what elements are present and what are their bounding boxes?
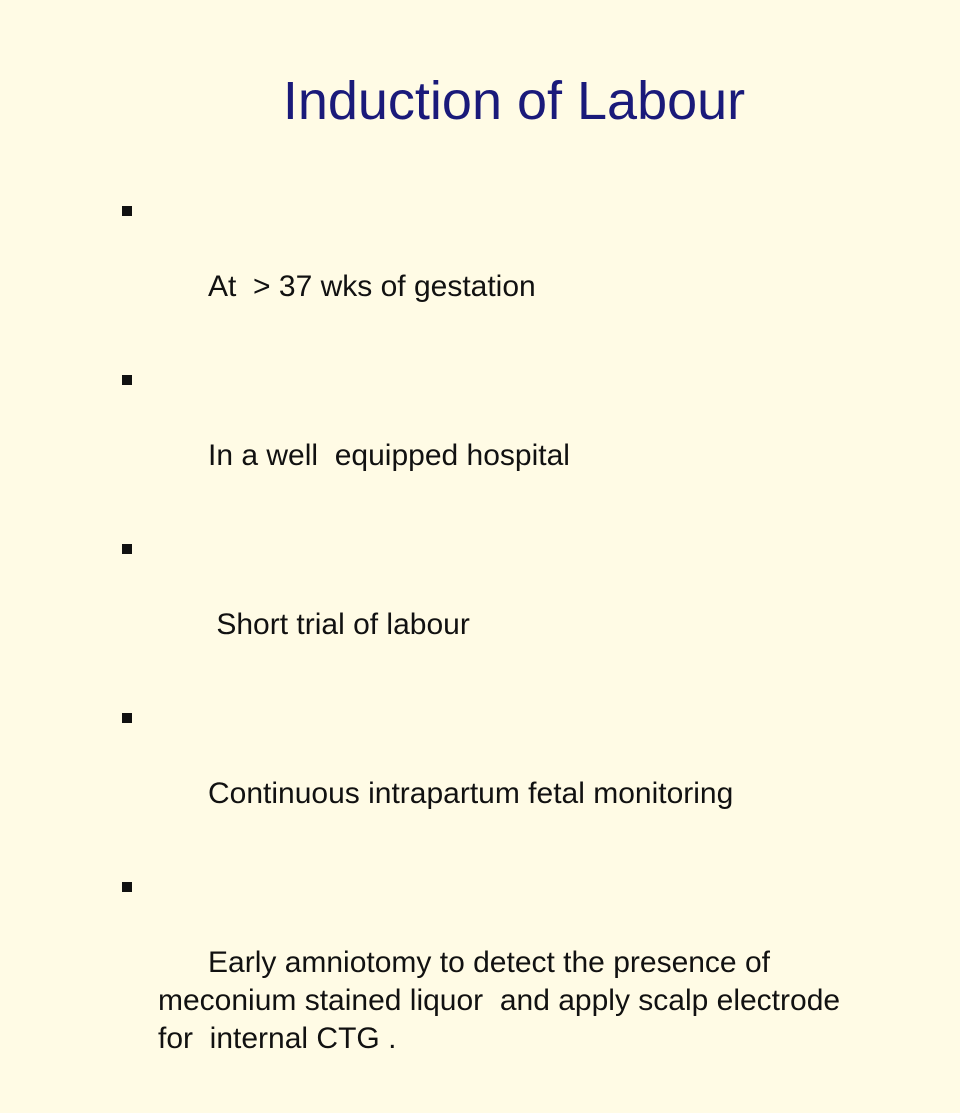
- square-bullet-icon: [122, 544, 132, 554]
- square-bullet-icon: [122, 206, 132, 216]
- slide-title: Induction of Labour: [282, 71, 746, 131]
- square-bullet-icon: [122, 375, 132, 385]
- bullet-item: [118, 361, 878, 513]
- bullet-item: [118, 699, 878, 851]
- bullet-text: Short trial of labour: [208, 608, 470, 641]
- bullet-item: [118, 530, 878, 682]
- bullet-text: At > 37 wks of gestation: [208, 270, 536, 303]
- bullet-text: In a well equipped hospital: [208, 439, 570, 472]
- square-bullet-icon: [122, 882, 132, 892]
- bullet-text: Early amniotomy to detect the presence of meconium stained liquor and apply scalp electrode for internal CTG .: [158, 946, 849, 1055]
- bullet-list: [118, 192, 878, 1113]
- square-bullet-icon: [122, 713, 132, 723]
- bullet-text: Continuous intrapartum fetal monitoring: [208, 777, 734, 810]
- bullet-item: [118, 192, 878, 344]
- bullet-item: [118, 868, 878, 1096]
